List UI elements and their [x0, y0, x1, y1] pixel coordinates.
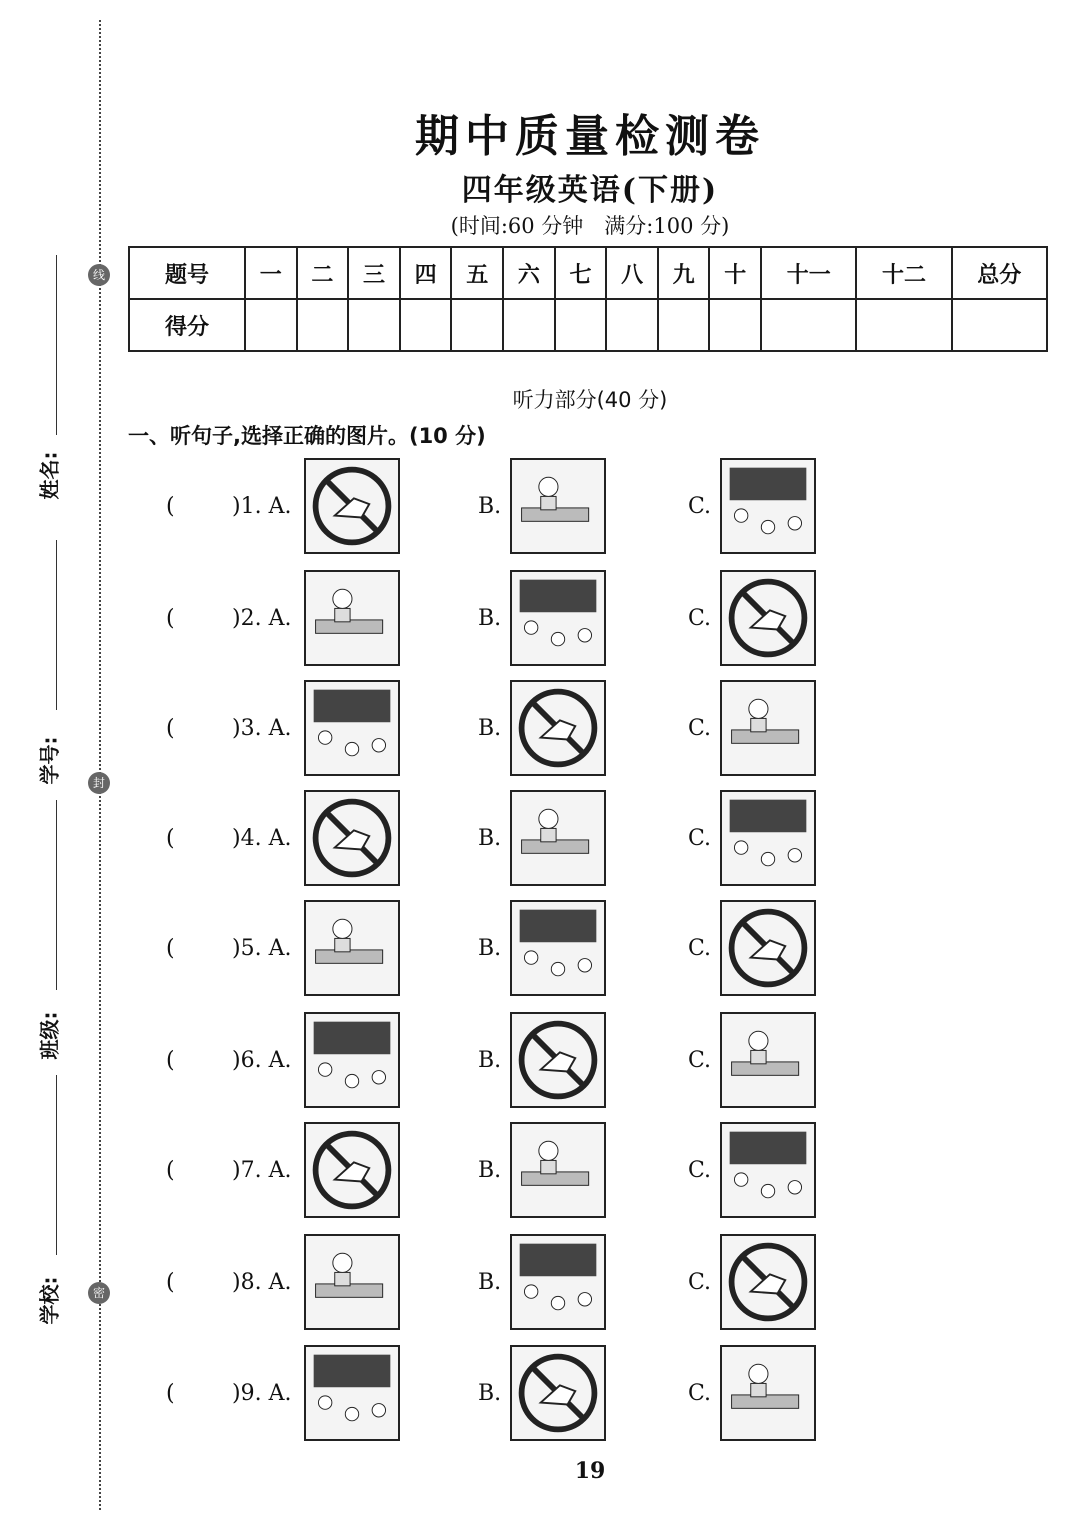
option-b-label: B.	[478, 936, 502, 961]
option-a-picture[interactable]	[304, 1345, 400, 1441]
score-cell[interactable]	[658, 299, 710, 351]
score-row-label-defen: 得分	[129, 299, 245, 351]
option-b-label: B.	[478, 606, 502, 631]
question-number-option-a: )2. A.	[232, 606, 292, 631]
option-b-label: B.	[478, 494, 502, 519]
score-table-score-row	[129, 299, 1047, 351]
question-number-option-a: )5. A.	[232, 936, 292, 961]
option-a-picture[interactable]	[304, 458, 400, 554]
score-cell-total[interactable]	[952, 299, 1047, 351]
seal-feng: 封	[88, 772, 110, 794]
answer-blank[interactable]: (	[166, 606, 175, 631]
score-cell[interactable]	[297, 299, 349, 351]
score-cell[interactable]	[400, 299, 452, 351]
option-b-picture[interactable]	[510, 570, 606, 666]
score-col-total: 总分	[952, 247, 1047, 299]
question-row	[0, 451, 1080, 558]
question-number-option-a: )7. A.	[232, 1158, 292, 1183]
option-a-picture[interactable]	[304, 900, 400, 996]
score-cell[interactable]	[555, 299, 607, 351]
option-c-picture[interactable]	[720, 790, 816, 886]
option-b-picture[interactable]	[510, 900, 606, 996]
score-col: 四	[400, 247, 452, 299]
option-b-label: B.	[478, 826, 502, 851]
option-b-label: B.	[478, 716, 502, 741]
option-c-label: C.	[688, 494, 712, 519]
answer-blank[interactable]: (	[166, 1158, 175, 1183]
question-number-option-a: )6. A.	[232, 1048, 292, 1073]
score-col: 三	[348, 247, 400, 299]
option-c-label: C.	[688, 1270, 712, 1295]
option-a-picture[interactable]	[304, 1012, 400, 1108]
answer-blank[interactable]: (	[166, 1048, 175, 1073]
option-b-label: B.	[478, 1048, 502, 1073]
option-b-picture[interactable]	[510, 1122, 606, 1218]
score-col: 九	[658, 247, 710, 299]
option-c-label: C.	[688, 1158, 712, 1183]
score-col: 五	[451, 247, 503, 299]
score-cell[interactable]	[348, 299, 400, 351]
option-c-picture[interactable]	[720, 1122, 816, 1218]
option-b-picture[interactable]	[510, 458, 606, 554]
student-id-field-label: 学号:	[37, 736, 62, 785]
score-col: 七	[555, 247, 607, 299]
page-number: 19	[574, 1458, 606, 1484]
score-row-label-tihao: 题号	[129, 247, 245, 299]
score-col: 一	[245, 247, 297, 299]
question-number-option-a: )9. A.	[232, 1381, 292, 1406]
option-c-label: C.	[688, 1048, 712, 1073]
question-row	[0, 570, 1080, 670]
option-b-label: B.	[478, 1158, 502, 1183]
seal-mi: 密	[88, 1282, 110, 1304]
score-cell[interactable]	[761, 299, 856, 351]
option-b-picture[interactable]	[510, 1234, 606, 1330]
question-row	[0, 790, 1080, 890]
option-b-picture[interactable]	[510, 1345, 606, 1441]
option-a-picture[interactable]	[304, 570, 400, 666]
option-a-picture[interactable]	[304, 1122, 400, 1218]
score-table-header-row	[129, 247, 1047, 299]
answer-blank[interactable]: (	[166, 494, 175, 519]
option-c-picture[interactable]	[720, 900, 816, 996]
score-cell[interactable]	[856, 299, 951, 351]
score-col: 十	[709, 247, 761, 299]
option-a-picture[interactable]	[304, 1234, 400, 1330]
option-c-picture[interactable]	[720, 1345, 816, 1441]
option-b-picture[interactable]	[510, 680, 606, 776]
score-cell[interactable]	[606, 299, 658, 351]
question-row	[0, 680, 1080, 780]
option-b-label: B.	[478, 1381, 502, 1406]
option-c-picture[interactable]	[720, 1012, 816, 1108]
option-c-picture[interactable]	[720, 570, 816, 666]
option-c-label: C.	[688, 826, 712, 851]
question-number-option-a: )3. A.	[232, 716, 292, 741]
name-field-label: 姓名:	[37, 451, 62, 500]
score-cell[interactable]	[709, 299, 761, 351]
question-row	[0, 1122, 1080, 1222]
option-c-picture[interactable]	[720, 680, 816, 776]
question-row	[0, 1234, 1080, 1334]
question-row	[0, 900, 1080, 1000]
question-1-heading: 一、听句子,选择正确的图片。(10 分)	[128, 424, 486, 448]
school-field-label: 学校:	[37, 1276, 62, 1325]
score-table	[128, 246, 1048, 352]
score-col: 十二	[856, 247, 951, 299]
score-cell[interactable]	[503, 299, 555, 351]
answer-blank[interactable]: (	[166, 1270, 175, 1295]
option-b-label: B.	[478, 1270, 502, 1295]
option-b-picture[interactable]	[510, 1012, 606, 1108]
question-number-option-a: )4. A.	[232, 826, 292, 851]
score-col: 二	[297, 247, 349, 299]
option-c-label: C.	[688, 936, 712, 961]
answer-blank[interactable]: (	[166, 826, 175, 851]
score-cell[interactable]	[451, 299, 503, 351]
seal-xian: 线	[88, 264, 110, 286]
question-number-option-a: )1. A.	[232, 494, 292, 519]
class-field-label: 班级:	[37, 1011, 62, 1060]
option-b-picture[interactable]	[510, 790, 606, 886]
option-a-picture[interactable]	[304, 680, 400, 776]
score-col: 八	[606, 247, 658, 299]
option-a-picture[interactable]	[304, 790, 400, 886]
exam-subtitle: 四年级英语(下册)	[461, 173, 719, 208]
score-col: 十一	[761, 247, 856, 299]
question-number-option-a: )8. A.	[232, 1270, 292, 1295]
exam-title: 期中质量检测卷	[415, 111, 765, 162]
option-c-picture[interactable]	[720, 1234, 816, 1330]
question-row	[0, 1012, 1080, 1112]
option-c-label: C.	[688, 716, 712, 741]
answer-blank[interactable]: (	[166, 936, 175, 961]
question-row	[0, 1345, 1080, 1445]
answer-blank[interactable]: (	[166, 716, 175, 741]
option-c-label: C.	[688, 606, 712, 631]
listening-section-title: 听力部分(40 分)	[512, 388, 668, 412]
exam-time-info: (时间:60 分钟 满分:100 分)	[450, 214, 730, 238]
answer-blank[interactable]: (	[166, 1381, 175, 1406]
score-cell[interactable]	[245, 299, 297, 351]
option-c-label: C.	[688, 1381, 712, 1406]
option-c-picture[interactable]	[720, 458, 816, 554]
score-col: 六	[503, 247, 555, 299]
